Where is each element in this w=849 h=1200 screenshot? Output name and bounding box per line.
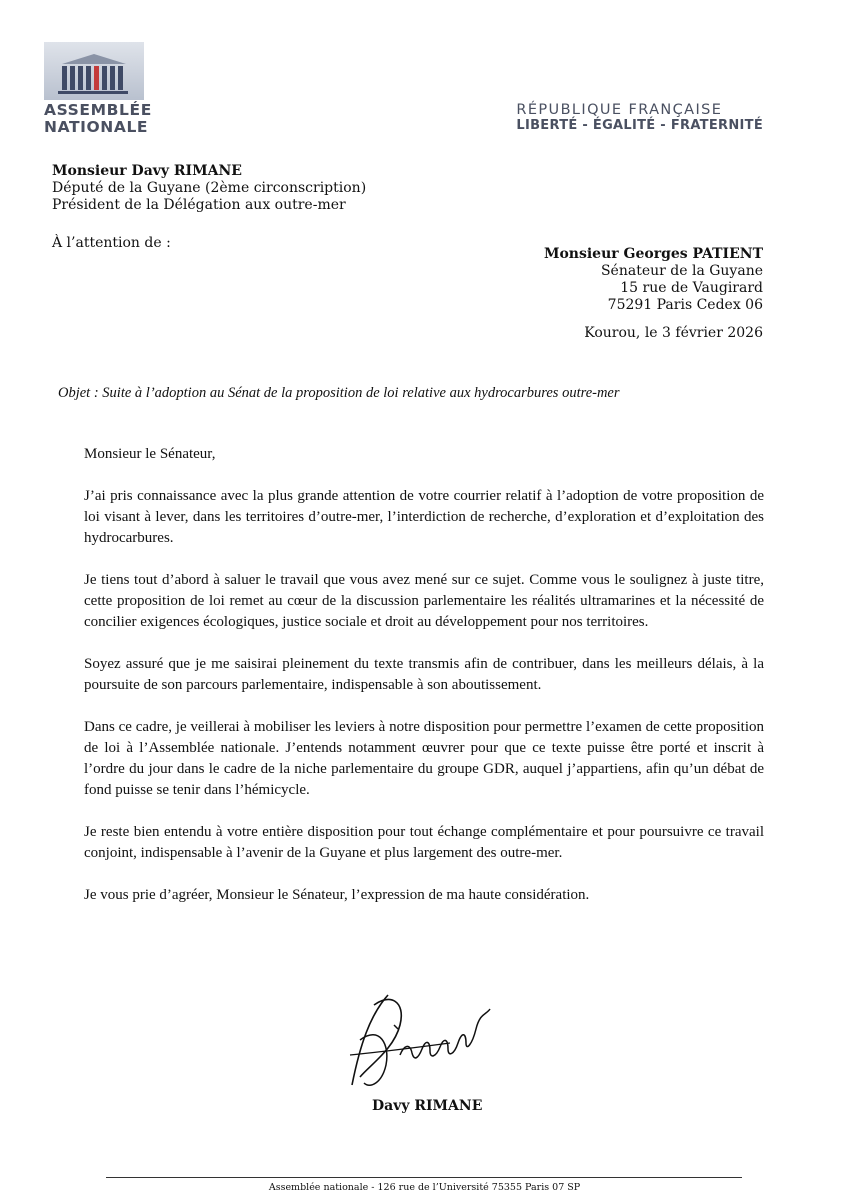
signature-name: Davy RIMANE [372, 1098, 483, 1114]
footer-divider [106, 1177, 742, 1178]
sender-title-1: Député de la Guyane (2ème circonscription) [52, 180, 367, 196]
letter-date: Kourou, le 3 février 2026 [584, 325, 763, 341]
rf-line-1: RÉPUBLIQUE FRANÇAISE [516, 102, 723, 118]
hemicycle-icon [44, 42, 144, 100]
paragraph-5: Je reste bien entendu à votre entière disposition pour tout échange complémentaire et pour poursuivre ce travail conjoint, indispensable à l’avenir de la Guyane et plus largement des outre-mer. [84, 824, 764, 861]
paragraph-1: J’ai pris connaissance avec la plus grande attention de votre courrier relatif à l’adoption de votre proposition de loi visant à lever, dans les territoires d’outre-mer, l’interdiction de recherche, d’exploration et d’exploitation des hydrocarbures. [84, 488, 764, 546]
paragraph-4: Dans ce cadre, je veillerai à mobiliser les leviers à notre disposition pour permettre l’examen de cette proposition de loi à l’Assemblée nationale. J’entends notamment œuvrer pour que ce texte puisse être porté et inscrit à l’ordre du jour dans le cadre de la niche parlementaire du groupe GDR, auquel j’appartiens, afin qu’un débat de fond puisse se tenir dans l’hémicycle. [84, 719, 764, 798]
sender-name: Monsieur Davy RIMANE [52, 163, 242, 179]
recipient-block [544, 246, 763, 314]
assemblee-nationale-logo [44, 42, 154, 136]
salutation: Monsieur le Sénateur, [84, 446, 216, 462]
attention-line: À l’attention de : [52, 235, 171, 251]
recipient-title: Sénateur de la Guyane [600, 263, 763, 279]
republique-francaise-logo [516, 102, 763, 133]
sender-title-2: Président de la Délégation aux outre-mer [52, 197, 346, 213]
recipient-street: 15 rue de Vaugirard [620, 280, 763, 296]
sender-block [52, 163, 366, 214]
footer-address: Assemblée nationale - 126 rue de l’Université 75355 Paris 07 SP [268, 1182, 581, 1193]
handwritten-signature [330, 985, 520, 1099]
letter-subject: Objet : Suite à l’adoption au Sénat de la proposition de loi relative aux hydrocarbures outre-mer [58, 385, 620, 401]
logo-line-1: ASSEMBLÉE [44, 101, 152, 119]
paragraph-3: Soyez assuré que je me saisirai pleinement du texte transmis afin de contribuer, dans les meilleurs délais, à la poursuite de son parcours parlementaire, indispensable à son aboutissement. [84, 656, 764, 693]
closing-formula: Je vous prie d’agréer, Monsieur le Sénateur, l’expression de ma haute considération. [84, 887, 590, 903]
recipient-name: Monsieur Georges PATIENT [543, 246, 763, 262]
logo-line-2: NATIONALE [44, 118, 149, 136]
paragraph-2: Je tiens tout d’abord à saluer le travail que vous avez mené sur ce sujet. Comme vous le soulignez à juste titre, cette proposition de loi remet au cœur de la discussion parlementaire les réalités ultramarines et la nécessité de concilier exigences écologiques, justice sociale et droit au développement pour nos territoires. [84, 572, 764, 630]
rf-line-2: LIBERTÉ - ÉGALITÉ - FRATERNITÉ [516, 118, 763, 133]
letter-body [84, 444, 764, 927]
recipient-city: 75291 Paris Cedex 06 [607, 297, 763, 313]
